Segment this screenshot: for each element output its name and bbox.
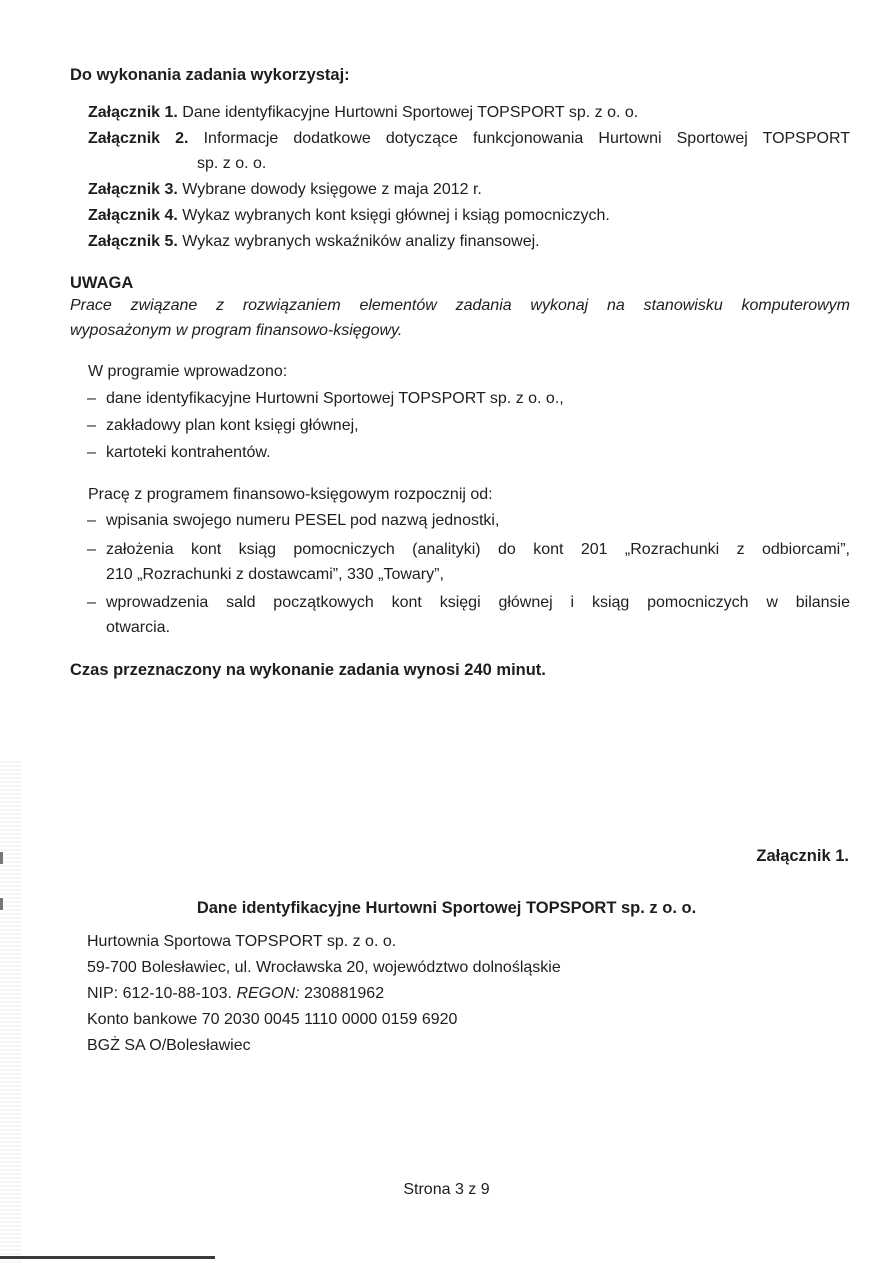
list-item-text: wpisania swojego numeru PESEL pod nazwą jednostki, xyxy=(106,512,500,529)
list-item-text-continued: 210 „Rozrachunki z dostawcami”, 330 „Towary”, xyxy=(106,566,444,583)
page-number: Strona 3 z 9 xyxy=(403,1181,490,1198)
attachment-text: Wykaz wybranych wskaźników analizy finansowej. xyxy=(182,233,540,250)
program-intro: W programie wprowadzono: xyxy=(88,363,288,380)
dash-bullet: – xyxy=(87,594,96,611)
dash-bullet: – xyxy=(87,541,96,558)
dash-bullet: – xyxy=(87,512,96,529)
warning-text-line-1: Prace związane z rozwiązaniem elementów zadania wykonaj na stanowisku komputerowym xyxy=(70,297,850,314)
start-intro: Pracę z programem finansowo-księgowym rozpocznij od: xyxy=(88,486,493,503)
scan-edge-artifact xyxy=(0,760,22,1263)
attachment-item xyxy=(88,104,638,122)
list-item-text: zakładowy plan kont księgi głównej, xyxy=(106,417,359,434)
scan-mark xyxy=(0,852,3,864)
dash-bullet: – xyxy=(87,390,96,407)
attachment-label: Załącznik 1. xyxy=(88,104,178,121)
warning-title: UWAGA xyxy=(70,274,134,292)
attachment-item xyxy=(88,181,482,199)
attachment-text-continued: sp. z o. o. xyxy=(197,155,267,172)
list-item-text: dane identyfikacyjne Hurtowni Sportowej TOPSPORT sp. z o. o., xyxy=(106,390,564,407)
list-item-text-continued: otwarcia. xyxy=(106,619,171,636)
bank-account: Konto bankowe 70 2030 0045 1110 0000 0159 6920 xyxy=(87,1011,458,1028)
attachment-text: Wybrane dowody księgowe z maja 2012 r. xyxy=(182,181,482,198)
attachment-text: Wykaz wybranych kont księgi głównej i ksiąg pomocniczych. xyxy=(182,207,610,224)
nip-value: 612-10-88-103. xyxy=(118,985,237,1002)
appendix-label: Załącznik 1. xyxy=(756,847,849,865)
appendix-title: Dane identyfikacyjne Hurtowni Sportowej TOPSPORT sp. z o. o. xyxy=(196,899,697,917)
attachment-label: Załącznik 4. xyxy=(88,207,178,224)
attachment-label: Załącznik 2. xyxy=(88,130,189,147)
bank-name: BGŻ SA O/Bolesławiec xyxy=(87,1037,251,1054)
company-name: Hurtownia Sportowa TOPSPORT sp. z o. o. xyxy=(87,933,397,950)
attachment-text: Dane identyfikacyjne Hurtowni Sportowej TOPSPORT sp. z o. o. xyxy=(182,104,639,121)
list-item-text: założenia kont ksiąg pomocniczych (analityki) do kont 201 „Rozrachunki z odbiorcami”, xyxy=(106,541,850,558)
regon-value: 230881962 xyxy=(299,985,385,1002)
attachment-label: Załącznik 3. xyxy=(88,181,178,198)
attachment-text: Informacje dodatkowe dotyczące funkcjonowania Hurtowni Sportowej TOPSPORT xyxy=(203,130,851,147)
scan-mark xyxy=(0,898,3,910)
attachment-item xyxy=(88,233,540,251)
company-address: 59-700 Bolesławiec, ul. Wrocławska 20, województwo dolnośląskie xyxy=(87,959,561,976)
regon-label: REGON: xyxy=(236,985,300,1002)
attachment-item xyxy=(88,130,850,148)
dash-bullet: – xyxy=(87,417,96,434)
company-ids xyxy=(87,985,384,1003)
warning-text-line-2: wyposażonym w program finansowo-księgowy. xyxy=(70,322,403,339)
scan-line-artifact xyxy=(0,1256,215,1259)
time-note: Czas przeznaczony na wykonanie zadania wynosi 240 minut. xyxy=(70,661,546,679)
list-item-text: wprowadzenia sald początkowych kont księgi głównej i ksiąg pomocniczych w bilansie xyxy=(106,594,850,611)
dash-bullet: – xyxy=(87,444,96,461)
intro-heading: Do wykonania zadania wykorzystaj: xyxy=(70,66,350,84)
nip-label: NIP: xyxy=(87,985,119,1002)
attachment-label: Załącznik 5. xyxy=(88,233,178,250)
list-item-text: kartoteki kontrahentów. xyxy=(106,444,271,461)
attachment-item xyxy=(88,207,610,225)
